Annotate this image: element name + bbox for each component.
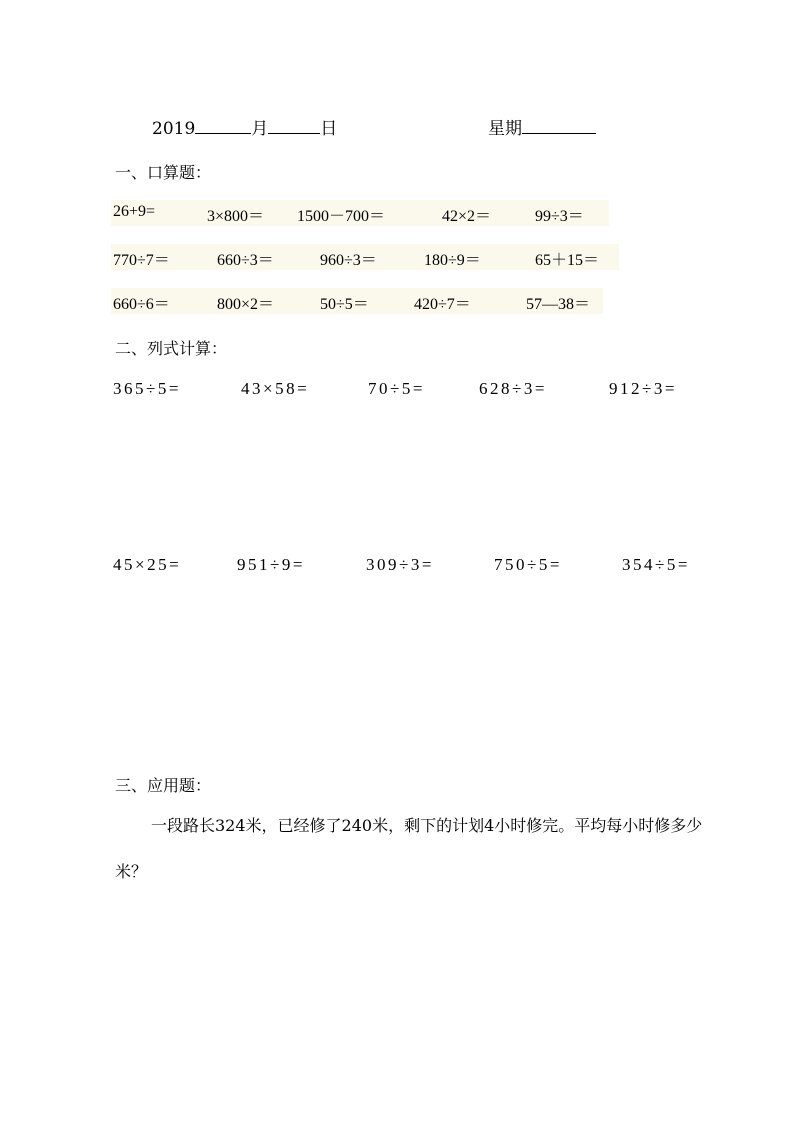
oral-item: 65＋15＝	[535, 252, 600, 269]
year-text: 2019	[152, 119, 196, 139]
day-label: 日	[320, 119, 338, 139]
oral-item: 3×800＝	[207, 208, 265, 225]
calc-item: 628÷3=	[479, 379, 547, 398]
day-blank[interactable]	[268, 118, 320, 134]
oral-item: 660÷3＝	[217, 252, 274, 269]
oral-item: 50÷5＝	[320, 296, 369, 313]
oral-item: 420÷7＝	[414, 296, 471, 313]
oral-row-3	[111, 288, 603, 314]
month-label: 月	[251, 119, 269, 139]
calc-item: 912÷3=	[609, 379, 677, 398]
date-line	[152, 114, 337, 139]
weekday-line	[488, 114, 596, 139]
calc-item: 750÷5=	[494, 555, 562, 574]
oral-item: 99÷3＝	[535, 208, 584, 225]
weekday-blank[interactable]	[522, 118, 596, 134]
section3-title: 三、应用题：	[115, 776, 212, 795]
oral-item: 1500－700＝	[297, 208, 386, 225]
oral-item: 770÷7＝	[113, 252, 170, 269]
calc-item: 70÷5=	[368, 379, 425, 398]
calc-item: 45×25=	[113, 555, 182, 574]
oral-item: 26+9=	[113, 203, 156, 220]
oral-item: 57—38＝	[526, 296, 591, 313]
oral-item: 180÷9＝	[424, 252, 481, 269]
month-blank[interactable]	[195, 118, 251, 134]
weekday-label: 星期	[488, 119, 522, 139]
calc-item: 365÷5=	[113, 379, 181, 398]
calc-item: 354÷5=	[622, 555, 690, 574]
oral-row-2	[111, 244, 619, 270]
word-problem-text: 一段路长324米，已经修了240米，剩下的计划4小时修完。平均每小时修多少米？	[115, 816, 703, 881]
section1-title: 一、口算题：	[115, 163, 212, 182]
oral-item: 660÷6＝	[113, 296, 170, 313]
oral-item: 42×2＝	[442, 208, 492, 225]
section2-title: 二、列式计算：	[115, 339, 228, 358]
calc-item: 43×58=	[241, 379, 310, 398]
oral-row-1	[111, 200, 609, 226]
calc-item: 951÷9=	[237, 555, 305, 574]
calc-item: 309÷3=	[366, 555, 434, 574]
oral-item: 800×2＝	[217, 296, 275, 313]
oral-item: 960÷3＝	[320, 252, 377, 269]
